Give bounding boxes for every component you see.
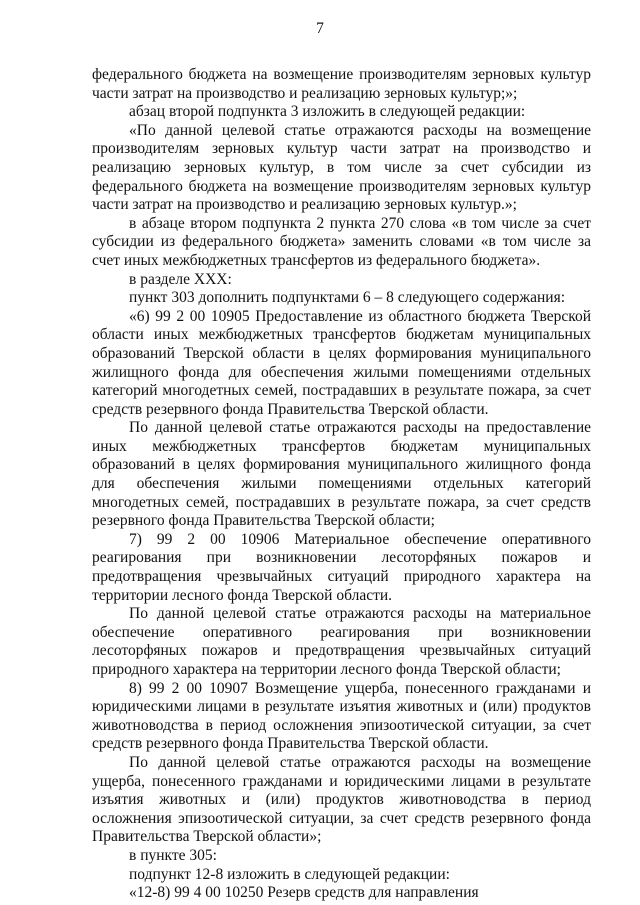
paragraph: «6) 99 2 00 10905 Предоставление из областного бюджета Тверской области иных межбюджетных трансфертов бюджетам муниципальных образований Тверской области в целях формирования муниципального жилищного фонда для обеспечения жилыми помещениями отдельных категорий многодетных семей, пострадавших в результате пожара, за счет средств резервного фонда Правительства Тверской области. [92,307,591,418]
paragraph: подпункт 12-8 изложить в следующей редакции: [129,865,450,883]
paragraph: По данной целевой статье отражаются расходы на материальное обеспечение оперативного реагирования при возникновении лесоторфяных пожаров и предотвращения чрезвычайных ситуаций природного характера на территории лесного фонда Тверской области; [92,605,591,678]
paragraph: 7) 99 2 00 10906 Материальное обеспечение оперативного реагирования при возникновении лесоторфяных пожаров и предотвращения чрезвычайных ситуаций природного характера на территории лесного фонда Тверской области. [92,530,591,604]
paragraph: в пункте 305: [129,846,217,864]
paragraph: По данной целевой статье отражаются расходы на предоставление иных межбюджетных трансфертов бюджетам муниципальных образований в целях формирования муниципального жилищного фонда для обеспечения жилыми помещениями отдельных категорий многодетных семей, пострадавших в результате пожара, за счет средств резервного фонда Правительства Тверской области; [92,419,591,530]
paragraph: в разделе XXX: [129,270,232,288]
paragraph: «12-8) 99 4 00 10250 Резерв средств для направления [129,884,479,902]
paragraph: в абзаце втором подпункта 2 пункта 270 слова «в том числе за счет субсидии из федерального бюджета» заменить словами «в том числе за счет иных межбюджетных трансфертов из федерального бюджета». [92,214,591,269]
paragraph: По данной целевой статье отражаются расходы на возмещение ущерба, понесенного гражданами и юридическими лицами в результате изъятия животных и (или) продуктов животноводства в период осложнения эпизоотической ситуации, за счет средств резервного фонда Правительства Тверской области»; [92,753,591,846]
paragraph: федерального бюджета на возмещение производителям зерновых культур части затрат на производство и реализацию зерновых культур;»; [92,66,591,102]
paragraph: абзац второй подпункта 3 изложить в следующей редакции: [129,103,526,121]
paragraph: пункт 303 дополнить подпунктами 6 – 8 следующего содержания: [129,289,566,307]
page-number: 7 [316,20,324,37]
document-body [92,66,591,903]
paragraph: 8) 99 2 00 10907 Возмещение ущерба, понесенного гражданами и юридическими лицами в результате изъятия животных и (или) продуктов животноводства в период осложнения эпизоотической ситуации, за счет средств резервного фонда Правительства Тверской области. [92,679,591,753]
paragraph: «По данной целевой статье отражаются расходы на возмещение производителям зерновых культур части затрат на производство и реализацию зерновых культур, в том числе за счет субсидии из федерального бюджета на возмещение производителям зерновых культур части затрат на производство и реализацию зерновых культур.»; [92,121,591,214]
